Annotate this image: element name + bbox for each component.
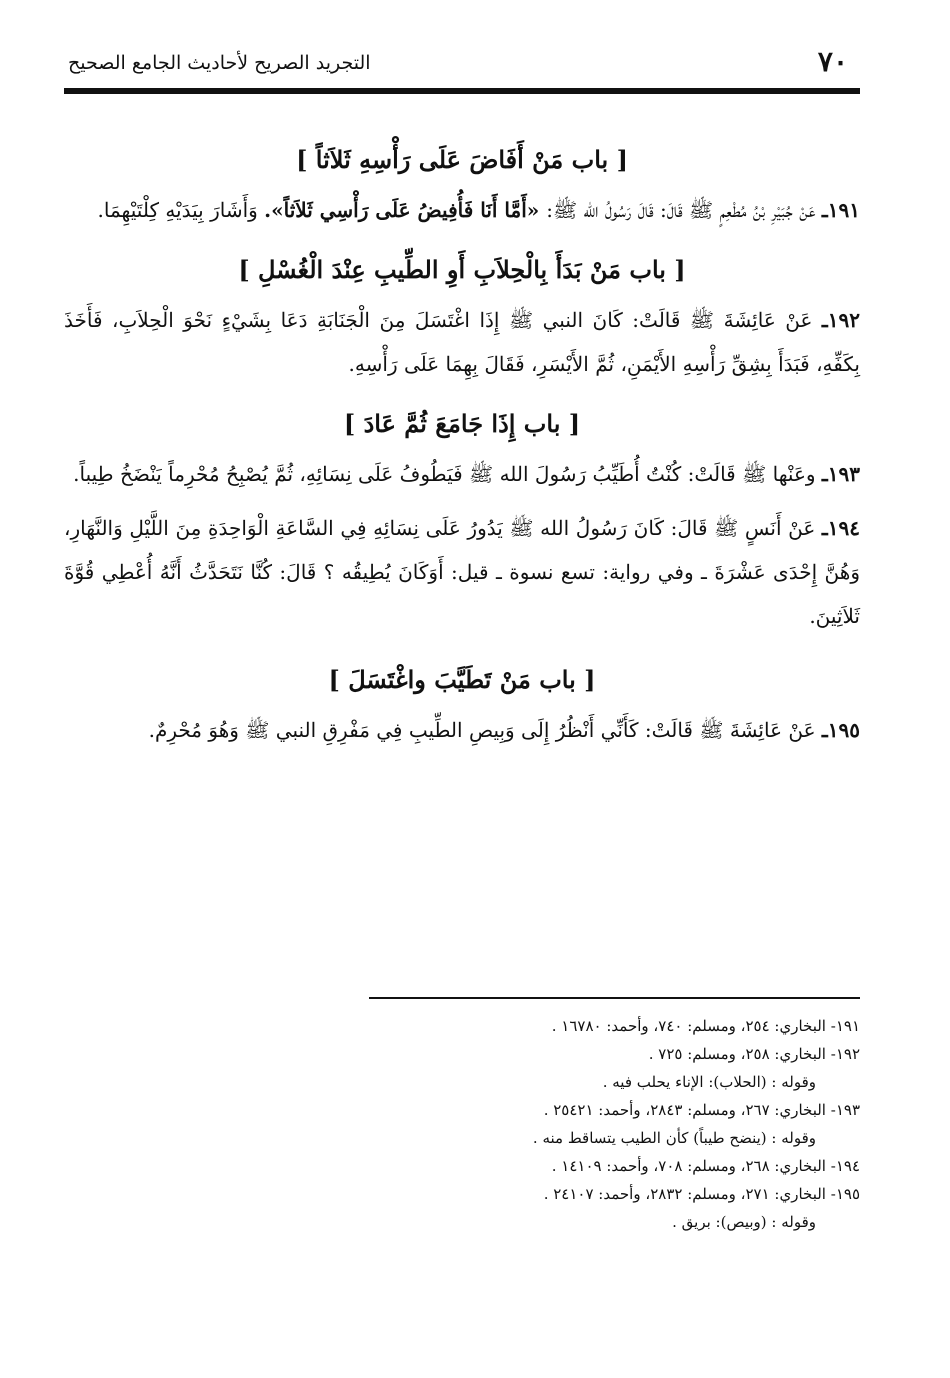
hadith-text: عَنْ عَائِشَةَ ﷺ قَالَتْ: كَانَ النبي ﷺ إِذَا اغْتَسَلَ مِنَ الْجَنَابَةِ دَعَا بِشَيْءٍ نَحْوَ الْحِلاَبِ، فَأَخَذَ بِكَفِّهِ، فَبَدَأَ بِشِقِّ رَأْسِهِ الأَيْمَنِ، ثُمَّ الأَيْسَرِ، فَقَالَ بِهِمَا عَلَى رَأْسِهِ. xyxy=(64,308,860,376)
hadith-193 xyxy=(64,452,860,496)
hadith-text: عَنْ أَنَسٍ ﷺ قَالَ: كَانَ رَسُولُ الله ﷺ يَدُورُ عَلَى نِسَائِهِ فِي السَّاعَةِ الْوَاحِدَةِ مِنَ اللَّيْلِ وَالنَّهَارِ، وَهُنَّ إِحْدَى عَشْرَةَ ـ وفي رواية: تسع نسوة ـ قيل: أَوَكَانَ يُطِيقُه ؟ قَالَ: كُنَّا نَتَحَدَّثُ أَنَّهُ أُعْطِي قُوَّةَ ثَلاَثِينَ. xyxy=(64,516,860,628)
chapter-heading: [ باب مَنْ بَدَأَ بِالْحِلاَبِ أَوِ الطِّيبِ عِنْدَ الْغُسْلِ ] xyxy=(238,255,686,284)
chapter-heading: [ باب مَنْ تَطَيَّبَ واغْتَسَلَ ] xyxy=(328,665,596,694)
page-number: ٧٠ xyxy=(817,45,848,78)
hadith-192 xyxy=(64,298,860,386)
hadith-text-rest: وَأَشَارَ بِيَدَيْهِ كِلْتَيْهِمَا. xyxy=(97,198,265,222)
footnote-line: ١٩٤- البخاري: ٢٦٨، ومسلم: ٧٠٨، وأحمد: ١٤١٠٩ . xyxy=(551,1157,860,1175)
footnote-gloss: وقوله : (ينضح طيباً) كأن الطيب يتساقط منه . xyxy=(532,1129,816,1147)
footnotes xyxy=(300,1012,860,1236)
header-rule xyxy=(64,88,860,94)
hadith-number: ١٩٣ـ xyxy=(821,462,860,486)
hadith-number: ١٩١ـ xyxy=(821,198,860,222)
hadith-195 xyxy=(64,708,860,752)
hadith-number: ١٩٤ـ xyxy=(821,516,860,540)
hadith-quote: «أَمَّا أَنَا فَأُفِيضُ عَلَى رَأْسِي ثَلاَثاً». xyxy=(264,198,547,222)
running-title: التجريد الصريح لأحاديث الجامع الصحيح xyxy=(68,52,371,74)
hadith-text: عَنْ جُبَيْرِ بْنُ مُطْعِمٍ ﷺ قَالَ: قَالَ رَسُولُ الله ﷺ: xyxy=(546,198,822,222)
footnote-line: ١٩٣- البخاري: ٢٦٧، ومسلم: ٢٨٤٣، وأحمد: ٢٥٤٢١ . xyxy=(543,1101,860,1119)
page-header xyxy=(64,40,860,88)
chapter-heading: [ باب إِذَا جَامَعَ ثُمَّ عَادَ ] xyxy=(343,409,581,438)
hadith-text: وعَنْها ﷺ قَالَتْ: كُنْتُ أُطَيِّبُ رَسُولَ الله ﷺ فَيَطُوفُ عَلَى نِسَائِهِ، ثُمَّ يُصْبِحُ مُحْرِماً يَنْضَخُ طِيباً. xyxy=(73,462,822,486)
hadith-194 xyxy=(64,506,860,638)
footnote-line: ١٩١- البخاري: ٢٥٤، ومسلم: ٧٤٠، وأحمد: ١٦٧٨٠ . xyxy=(551,1017,860,1035)
main-text xyxy=(64,140,860,752)
hadith-text: عَنْ عَائِشَةَ ﷺ قَالَتْ: كَأَنِّي أَنْظُرُ إِلَى وَبِيصِ الطِّيبِ فِي مَفْرِقِ النبي ﷺ وَهُوَ مُحْرِمٌ. xyxy=(148,718,822,742)
footnote-line: ١٩٥- البخاري: ٢٧١، ومسلم: ٢٨٣٢، وأحمد: ٢٤١٠٧ . xyxy=(543,1185,860,1203)
hadith-number: ١٩٢ـ xyxy=(821,308,860,332)
chapter-heading: [ باب مَنْ أَفَاضَ عَلَى رَأْسِهِ ثَلاَثاً ] xyxy=(296,145,628,174)
hadith-number: ١٩٥ـ xyxy=(821,718,860,742)
footnote-rule xyxy=(369,997,860,999)
footnote-gloss: وقوله : (وبيص): بريق . xyxy=(672,1213,816,1231)
footnote-line: ١٩٢- البخاري: ٢٥٨، ومسلم: ٧٢٥ . xyxy=(648,1045,860,1063)
footnote-gloss: وقوله : (الحلاب): الإناء يحلب فيه . xyxy=(602,1073,816,1091)
hadith-191 xyxy=(64,188,860,232)
